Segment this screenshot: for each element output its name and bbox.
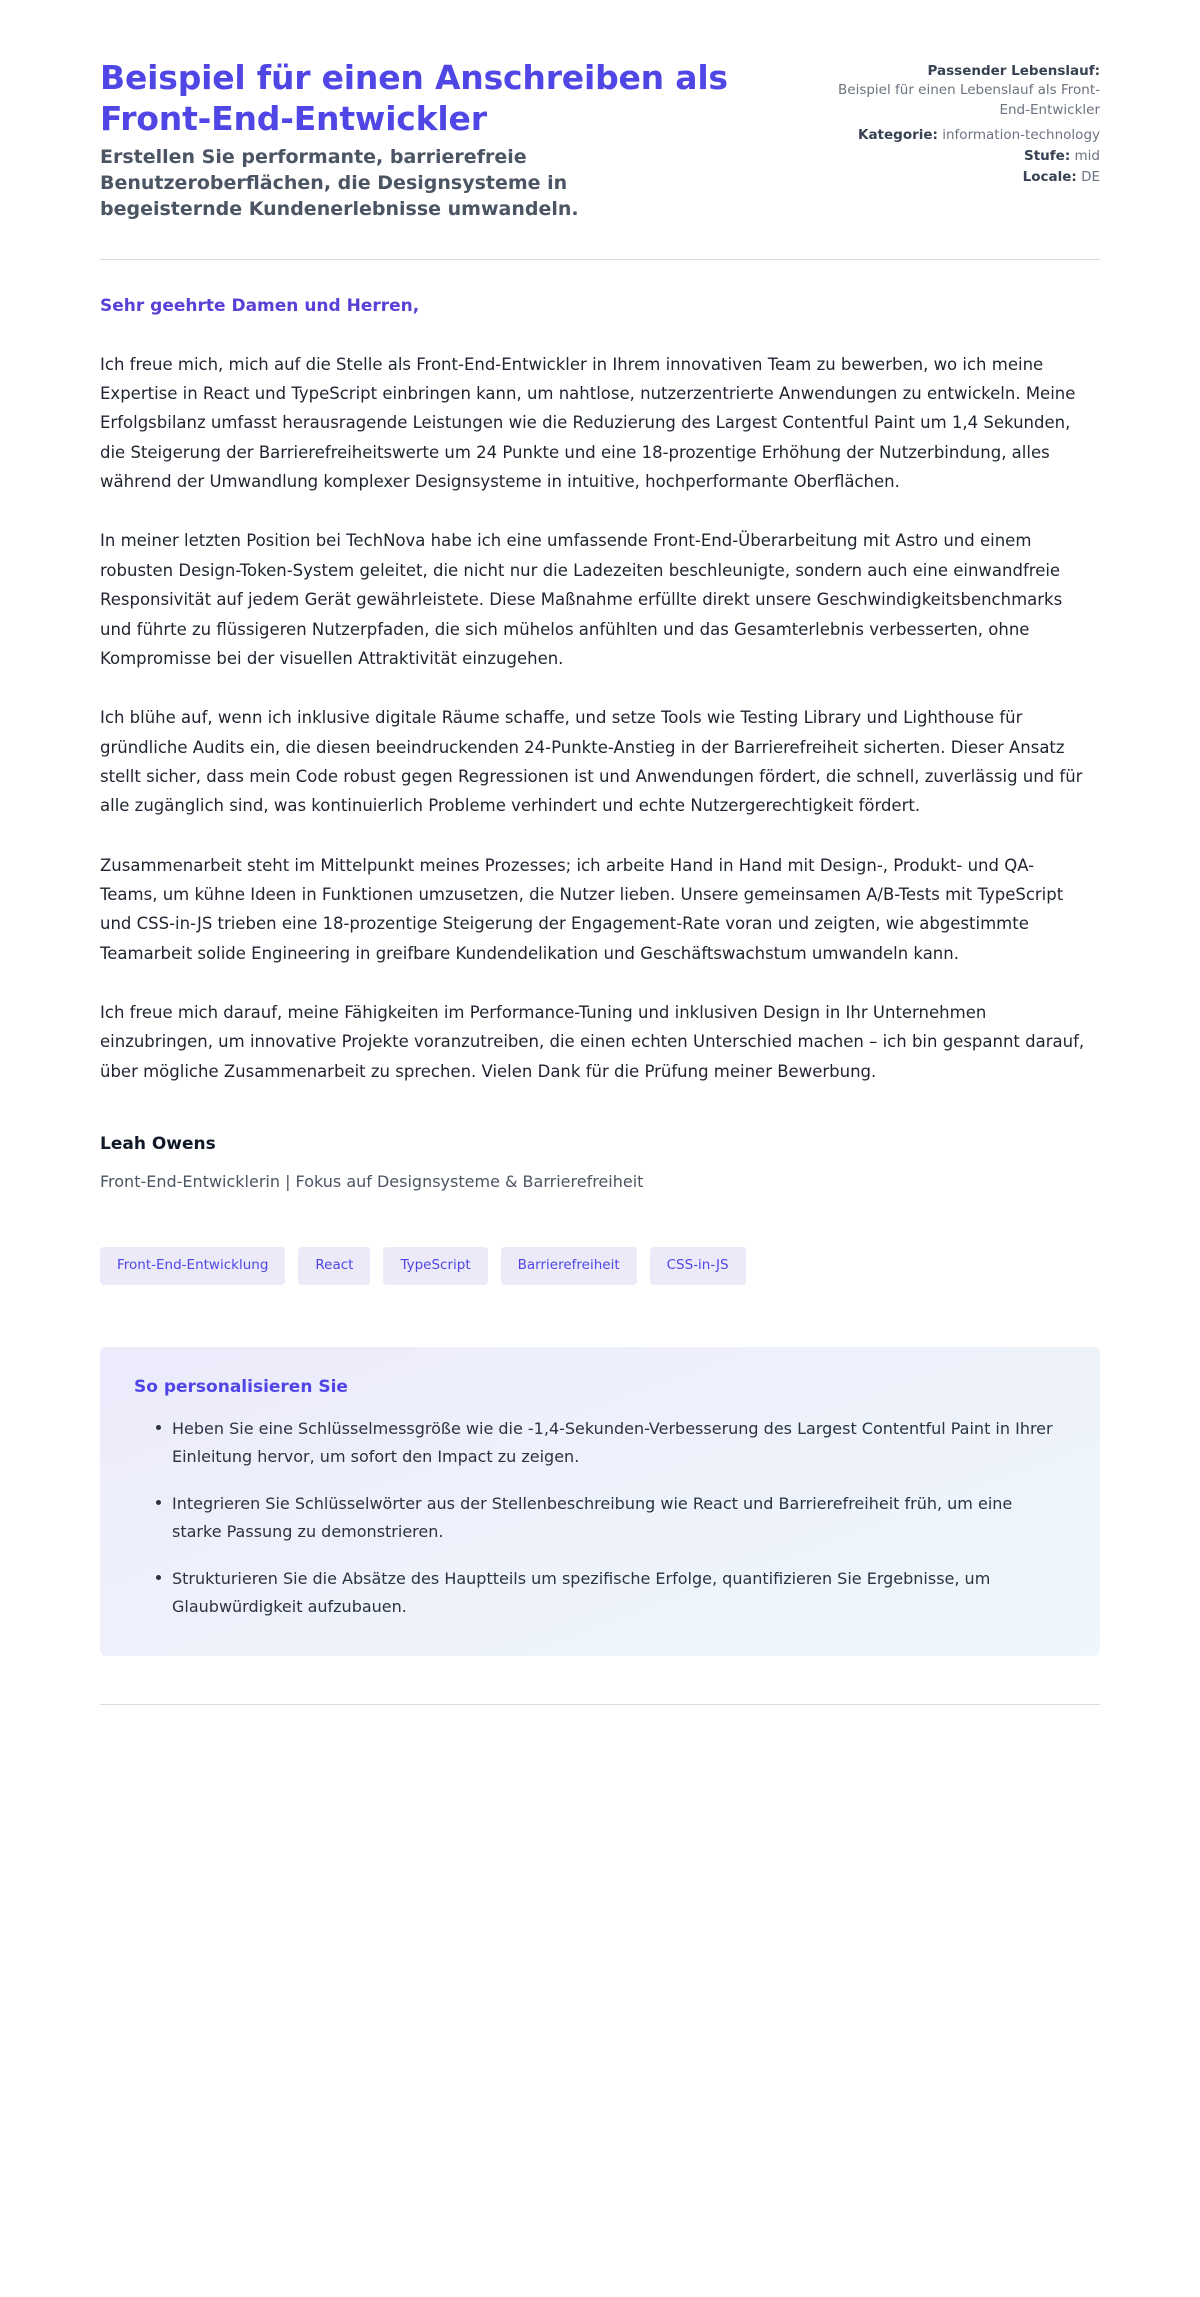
meta-value-locale: DE (1081, 169, 1100, 186)
callout-tip-text: Integrieren Sie Schlüsselwörter aus der Stellenbeschreibung wie React und Barrierefreiheit früh, um eine starke Passung zu demonstrieren. (172, 1493, 1013, 1542)
tag-chip[interactable]: Barrierefreiheit (501, 1247, 637, 1285)
letter-paragraph: Ich freue mich, mich auf die Stelle als Front-End-Entwickler in Ihrem innovativen Team zu bewerben, wo ich meine Expertise in React und TypeScript einbringen kann, um nahtlose, nutzerzentrierte Anwendungen zu entwickeln. Meine Erfolgsbilanz umfasst herausragende Leistungen wie die Reduzierung des Largest Contentful Paint um 1,4 Sekunden, die Steigerung der Barrierefreiheitswerte um 24 Punkte und eine 18-prozentige Erhöhung der Nutzerbindung, alles während der Umwandlung komplexer Designsysteme in intuitive, hochperformante Oberflächen. (100, 354, 1076, 492)
meta-label-level: Stufe: (1024, 148, 1071, 165)
page-title: Beispiel für einen Anschreiben als Front-End-Entwickler (100, 58, 728, 138)
meta-label-locale: Locale: (1022, 169, 1077, 186)
document-header (100, 40, 1100, 223)
personalization-callout (100, 1347, 1100, 1656)
cover-letter-body (100, 260, 1100, 1087)
bullet-icon (156, 1500, 161, 1505)
meta-label-matching-resume: Passender Lebenslauf: (927, 63, 1100, 79)
callout-tip-item (156, 1490, 1056, 1547)
meta-value-level: mid (1074, 148, 1100, 165)
signature-name: Leah Owens (100, 1134, 216, 1155)
callout-tip-text: Heben Sie eine Schlüsselmessgröße wie die -1,4-Sekunden-Verbesserung des Largest Contentful Paint in Ihrer Einleitung hervor, um sofort den Impact zu zeigen. (172, 1418, 1053, 1467)
document-metadata-panel (835, 58, 1100, 190)
meta-value-category: information-technology (942, 126, 1100, 143)
meta-row-level (835, 147, 1100, 166)
letter-paragraph: Zusammenarbeit steht im Mittelpunkt meines Prozesses; ich arbeite Hand in Hand mit Design-, Produkt- und QA-Teams, um kühne Ideen in Funktionen umzusetzen, die Nutzer lieben. Unsere gemeinsamen A/B-Tests mit TypeScript und CSS-in-JS trieben eine 18-prozentige Steigerung der Engagement-Rate voran und zeigten, wie abgestimmte Teamarbeit solide Engineering in greifbare Kundendelikation und Geschäftswachstum umwandeln kann. (100, 855, 1064, 963)
letter-paragraph-list (100, 350, 1100, 1087)
callout-tip-item (156, 1565, 1056, 1622)
signature-role: Front-End-Entwicklerin | Fokus auf Designsysteme & Barrierefreiheit (100, 1172, 644, 1192)
signature-block (100, 1134, 1100, 1191)
meta-row-locale (835, 168, 1100, 187)
callout-title: So personalisieren Sie (134, 1376, 348, 1397)
meta-label-category: Kategorie: (857, 126, 938, 143)
callout-tip-list (134, 1415, 1066, 1622)
letter-paragraph: In meiner letzten Position bei TechNova habe ich eine umfassende Front-End-Überarbeitung mit Astro und einem robusten Design-Token-System geleitet, die nicht nur die Ladezeiten beschleunigte, sondern auch eine einwandfreie Responsivität auf jedem Gerät gewährleistete. Diese Maßnahme erfüllte direkt unsere Geschwindigkeitsbenchmarks und führte zu flüssigeren Nutzerpfaden, die sich mühelos anfühlten und das Gesamterlebnis verbesserten, ohne Kompromisse bei der visuellen Attraktivität einzugehen. (100, 531, 1063, 668)
footer-divider (100, 1704, 1100, 1705)
tag-chip[interactable]: React (298, 1247, 370, 1285)
letter-salutation: Sehr geehrte Damen und Herren, (100, 295, 420, 316)
header-title-block (100, 58, 760, 223)
meta-row-matching-resume (835, 62, 1100, 120)
letter-paragraph: Ich freue mich darauf, meine Fähigkeiten im Performance-Tuning und inklusiven Design in Ihr Unternehmen einzubringen, um innovative Projekte voranzutreiben, die einen echten Unterschied machen – ich bin gespannt darauf, über mögliche Zusammenarbeit zu sprechen. Vielen Dank für die Prüfung meiner Bewerbung. (100, 1003, 1085, 1081)
page-subtitle: Erstellen Sie performante, barrierefreie Benutzeroberflächen, die Designsysteme in begeisternde Kundenerlebnisse umwandeln. (100, 146, 579, 220)
tag-list (100, 1247, 1100, 1285)
meta-value-matching-resume: Beispiel für einen Lebenslauf als Front-End-Entwickler (838, 82, 1100, 118)
tag-chip[interactable]: TypeScript (383, 1247, 487, 1285)
tag-chip[interactable]: Front-End-Entwicklung (100, 1247, 285, 1285)
tag-chip[interactable]: CSS-in-JS (650, 1247, 746, 1285)
bullet-icon (156, 1575, 161, 1580)
callout-tip-item (156, 1415, 1056, 1472)
letter-paragraph: Ich blühe auf, wenn ich inklusive digitale Räume schaffe, und setze Tools wie Testing Library und Lighthouse für gründliche Audits ein, die diesen beeindruckenden 24-Punkte-Anstieg in der Barrierefreiheit sicherten. Dieser Ansatz stellt sicher, dass mein Code robust gegen Regressionen ist und Anwendungen fördert, die schnell, zuverlässig und für alle zugänglich sind, was kontinuierlich Probleme verhindert und echte Nutzergerechtigkeit fördert. (100, 708, 1083, 816)
meta-row-category (835, 126, 1100, 145)
bullet-icon (156, 1425, 161, 1430)
callout-tip-text: Strukturieren Sie die Absätze des Hauptteils um spezifische Erfolge, quantifizieren Sie Ergebnisse, um Glaubwürdigkeit aufzubauen. (172, 1568, 991, 1617)
